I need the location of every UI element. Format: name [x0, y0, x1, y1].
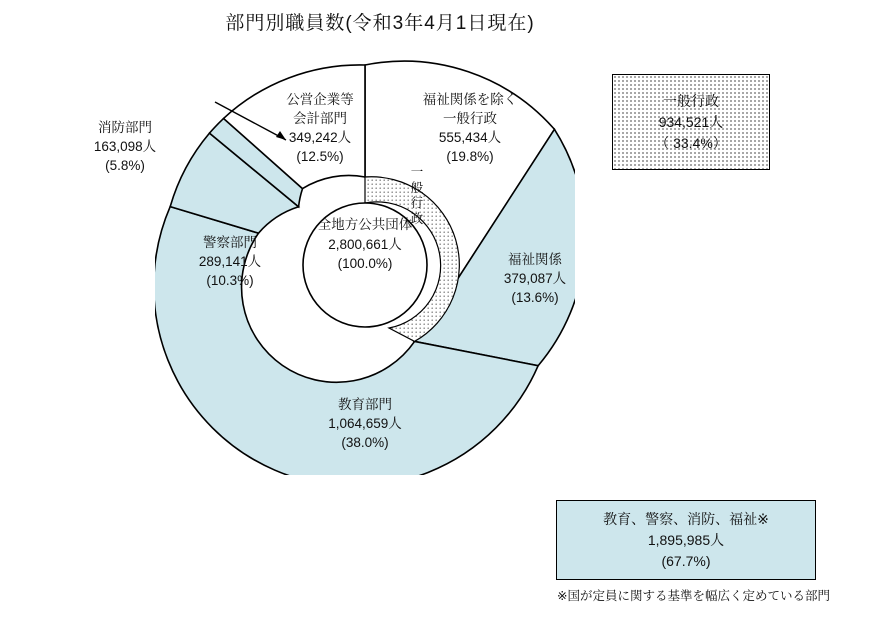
- label-f-line2: 会計部門: [293, 111, 347, 127]
- legend-box-welfare-group: [556, 500, 816, 580]
- center-total-name: 全地方公共団体: [317, 217, 413, 232]
- legend-box-general-admin: [612, 74, 770, 170]
- page-title: 部門別職員数(令和3年4月1日現在): [225, 13, 535, 34]
- center-total-value: 2,800,661人: [328, 236, 402, 252]
- label-a-line3: 555,434人: [438, 130, 502, 146]
- label-police: [165, 233, 295, 290]
- legend-admin-line1: 一般行政: [663, 92, 719, 109]
- label-c-line2: 1,064,659人: [328, 416, 402, 432]
- label-a-line1: 福祉関係を除く: [422, 92, 518, 107]
- legend-admin-line3: （ 33.4%）: [655, 134, 727, 151]
- label-f-line1: 公営企業等: [286, 92, 354, 107]
- label-b-line1: 福祉関係: [508, 252, 562, 267]
- label-a-line2: 一般行政: [443, 111, 497, 127]
- legend-welfare-line3: (67.7%): [661, 552, 711, 569]
- label-general-admin-excl-welfare: [400, 90, 540, 167]
- label-f-line3: 349,242人: [288, 130, 352, 146]
- label-d-line1: 警察部門: [203, 235, 257, 250]
- legend-admin-line2: 934,521人: [658, 113, 724, 130]
- label-b-line2: 379,087人: [503, 271, 567, 287]
- label-welfare: [475, 250, 595, 307]
- label-c-line3: (38.0%): [341, 435, 389, 451]
- label-e-line2: 163,098人: [93, 139, 157, 155]
- label-e-line1: 消防部門: [98, 120, 152, 135]
- label-education: [280, 395, 450, 452]
- label-a-line4: (19.8%): [446, 149, 494, 165]
- label-e-line3: (5.8%): [105, 158, 145, 174]
- legend-welfare-line1: 教育、警察、消防、福祉※: [603, 510, 769, 527]
- label-fire: [60, 118, 190, 175]
- inner-band-char-3: 行: [410, 196, 424, 211]
- center-total-pct: (100.0%): [337, 256, 393, 272]
- inner-band-char-4: 政: [410, 211, 424, 226]
- inner-band-char-2: 般: [410, 180, 424, 195]
- footnote: ※国が定員に関する基準を幅広く定めている部門: [557, 589, 830, 603]
- label-public-enterprise: [260, 90, 380, 167]
- inner-band-label: [408, 165, 426, 228]
- label-c-line1: 教育部門: [338, 397, 392, 412]
- label-b-line3: (13.6%): [511, 290, 559, 306]
- donut-chart: [155, 55, 575, 475]
- label-f-line4: (12.5%): [296, 149, 344, 165]
- label-d-line2: 289,141人: [198, 254, 262, 270]
- legend-welfare-line2: 1,895,985人: [647, 531, 725, 548]
- label-d-line3: (10.3%): [206, 273, 254, 289]
- inner-band-char-1: 一: [410, 165, 424, 179]
